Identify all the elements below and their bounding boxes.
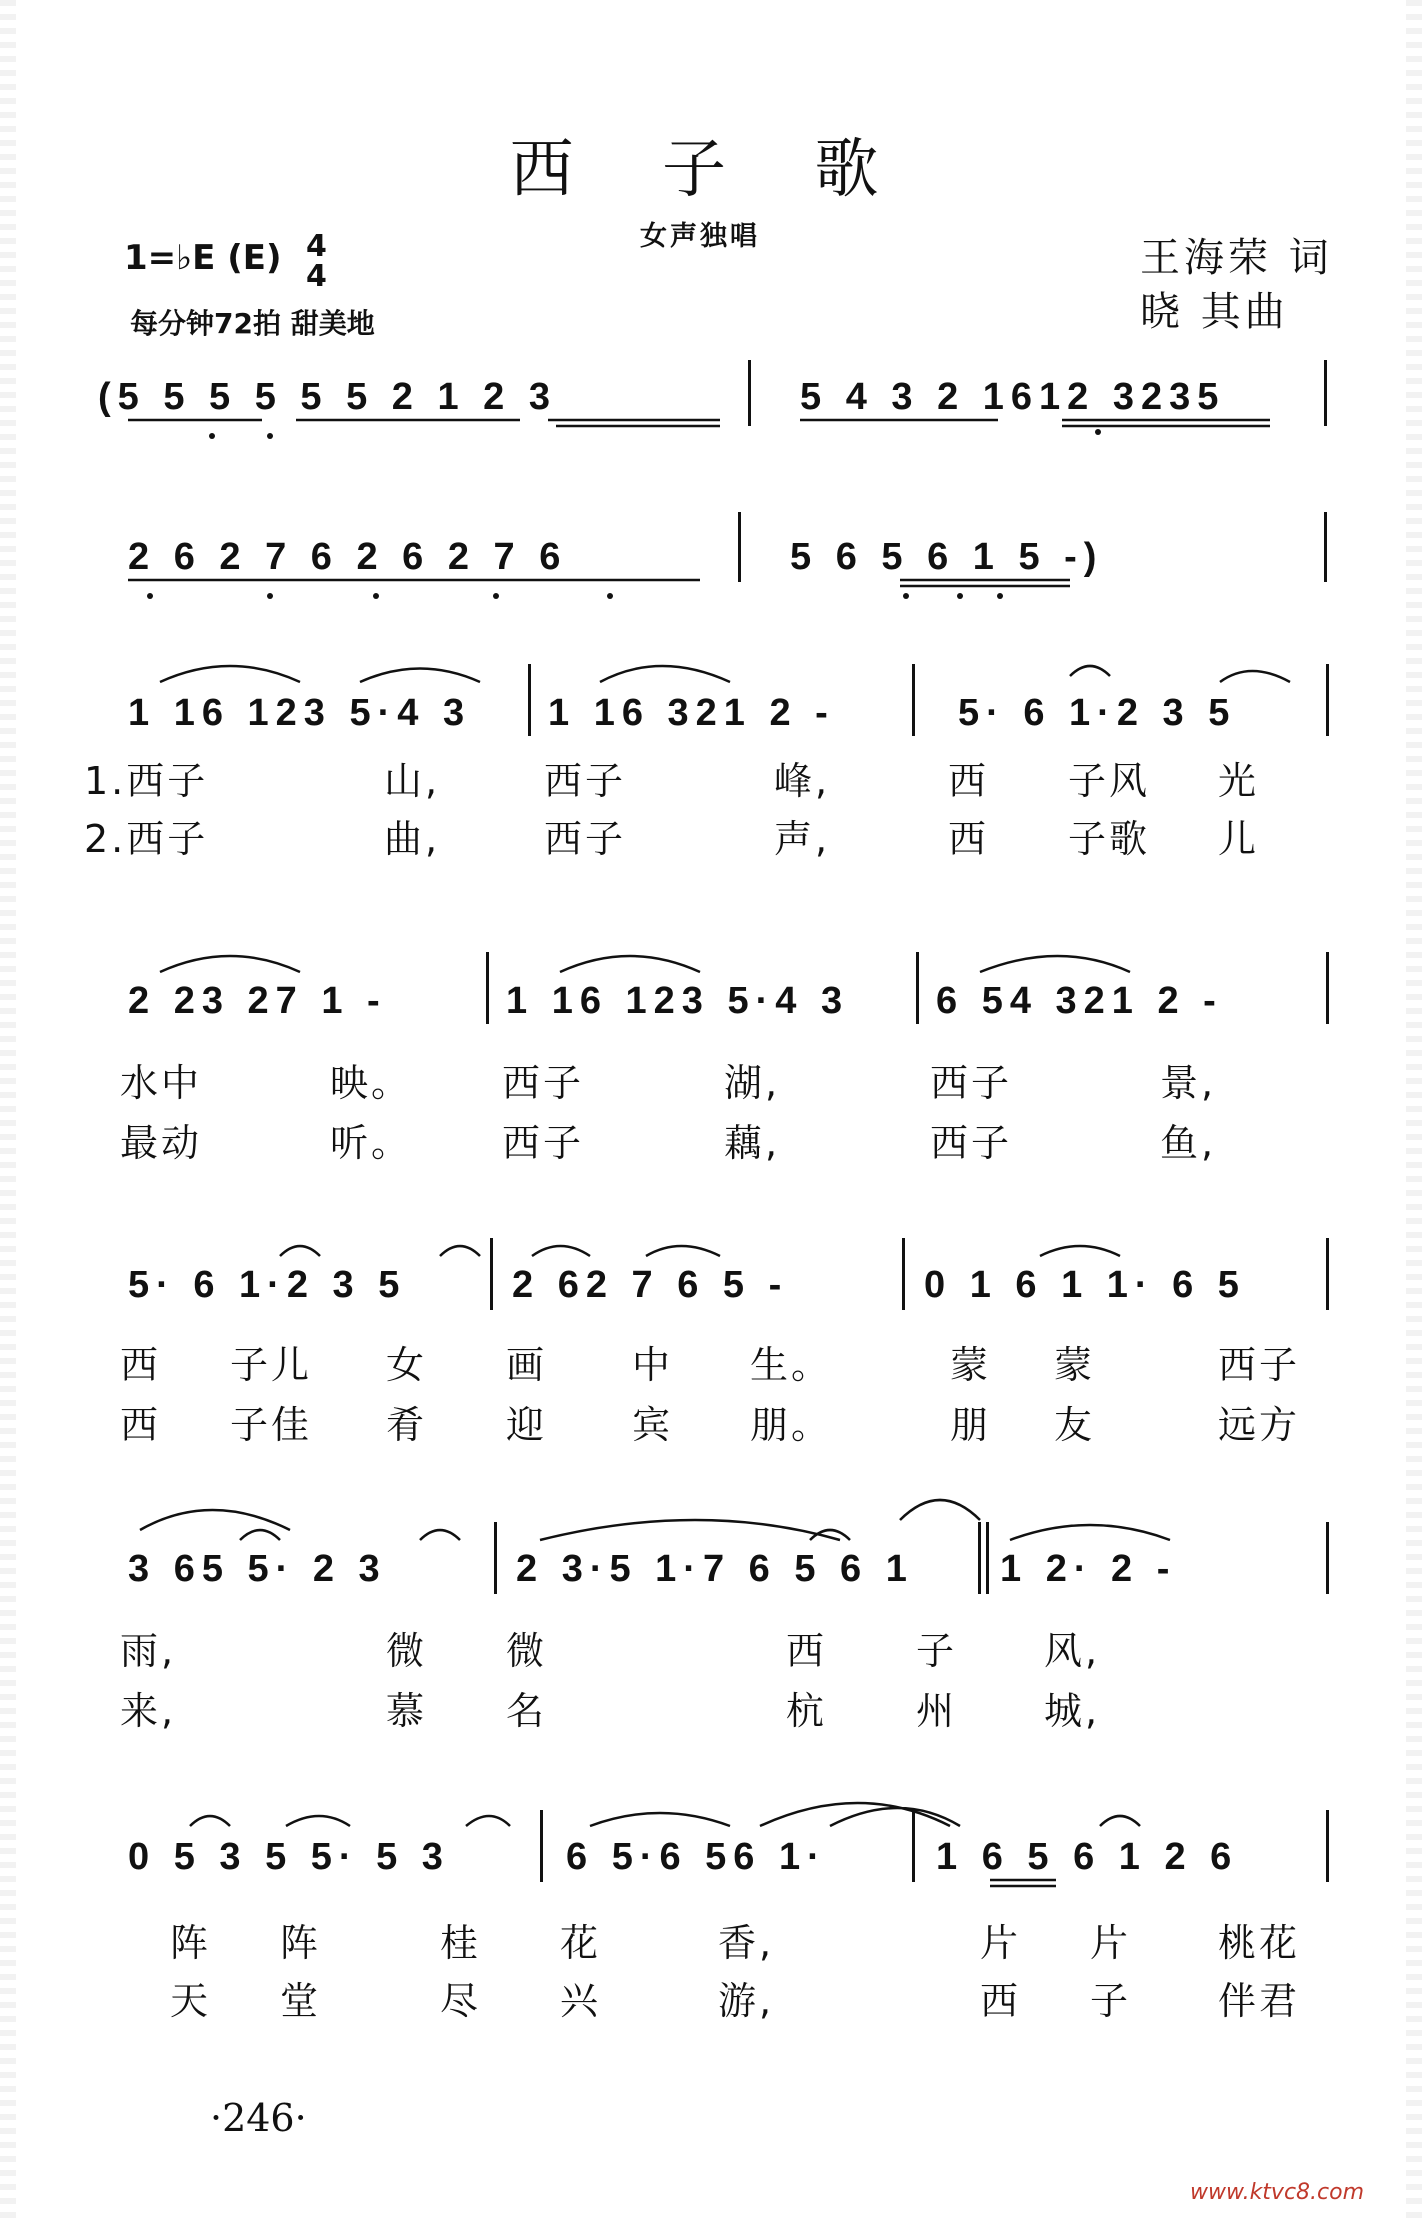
lyric-word: 生。	[750, 1343, 833, 1387]
lyric-word: 声,	[774, 817, 831, 861]
measure-notes: 5 6 5 6 1 5 -)	[790, 536, 1104, 578]
measure-notes: 0 5 3 5 5· 5 3	[128, 1836, 450, 1878]
lyric-word: 风,	[1044, 1629, 1101, 1673]
lyric-word: 雨,	[120, 1629, 177, 1673]
lyric-word: 片	[1090, 1921, 1132, 1965]
song-title: 西 子 歌	[509, 133, 913, 207]
measure-notes: (5 5 5 5 5 5 2 1 2 3	[98, 376, 558, 418]
lyric-word: 子	[916, 1629, 958, 1673]
lyric-word: 最动	[120, 1121, 203, 1165]
tempo-marking: 每分钟72拍 甜美地	[130, 307, 375, 340]
lyric-word: 西子	[502, 1121, 585, 1165]
lyric-word: 子儿	[230, 1343, 313, 1387]
lyric-word: 峰,	[774, 759, 831, 803]
lyric-word: 西	[948, 759, 990, 803]
measure-notes: 2 23 27 1 -	[128, 980, 387, 1022]
lyric-word: 朋	[950, 1403, 992, 1447]
lyric-word: 蒙	[1054, 1343, 1096, 1387]
lyric-word: 名	[506, 1689, 548, 1733]
lyric-word: 画	[506, 1343, 548, 1387]
lyric-word: 西子	[544, 759, 627, 803]
lyric-word: 花	[560, 1921, 602, 1965]
measure-notes: 1 16 321 2 -	[548, 692, 835, 734]
measure-notes: 1 6 5 6 1 2 6	[936, 1836, 1239, 1878]
key-signature: 1=♭E (E)	[124, 238, 282, 278]
lyric-word: 伴君	[1218, 1979, 1301, 2023]
lyric-word: 映。	[330, 1061, 413, 1105]
lyric-word: 西	[120, 1403, 162, 1447]
lyric-word: 片	[980, 1921, 1022, 1965]
measure-notes: 1 16 123 5·4 3	[506, 980, 850, 1022]
lyric-word: 州	[916, 1689, 958, 1733]
lyric-word: 蒙	[950, 1343, 992, 1387]
performance-note: 女声独唱	[640, 221, 760, 252]
lyric-word: 听。	[330, 1121, 413, 1165]
lyric-word: 子歌	[1068, 817, 1151, 861]
time-signature-bottom: 4	[306, 259, 327, 294]
measure-notes: 1 16 123 5·4 3	[128, 692, 472, 734]
lyric-word: 杭	[786, 1689, 828, 1733]
lyric-word: 曲,	[384, 817, 441, 861]
measure-notes: 2 6 2 7 6 2 6 2 7 6	[128, 536, 568, 578]
lyric-word: 桃花	[1218, 1921, 1301, 1965]
lyric-word: 光	[1218, 759, 1260, 803]
lyric-word: 游,	[718, 1979, 775, 2023]
lyric-word: 西	[948, 817, 990, 861]
lyric-word: 西	[120, 1343, 162, 1387]
measure-notes: 2 3·5 1·7 6 5 6 1	[516, 1548, 914, 1590]
lyric-word: 儿	[1218, 817, 1260, 861]
time-signature-top: 4	[306, 229, 327, 264]
lyric-word: 西	[786, 1629, 828, 1673]
lyric-word: 西子	[502, 1061, 585, 1105]
lyric-word: 西子	[544, 817, 627, 861]
lyric-word: 子	[1090, 1979, 1132, 2023]
lyric-word: 西子	[930, 1061, 1013, 1105]
measure-notes: 5· 6 1·2 3 5	[128, 1264, 407, 1306]
lyric-word: 兴	[560, 1979, 602, 2023]
lyric-word: 阵	[170, 1921, 212, 1965]
lyric-word: 来,	[120, 1689, 177, 1733]
lyric-word: 鱼,	[1160, 1121, 1217, 1165]
lyric-word: 1.西子	[84, 759, 209, 803]
lyric-word: 天	[170, 1979, 212, 2023]
measure-notes: 2 62 7 6 5 -	[512, 1264, 789, 1306]
measure-notes: 5· 6 1·2 3 5	[958, 692, 1237, 734]
measure-notes: 1 2· 2 -	[1000, 1548, 1177, 1590]
lyric-word: 堂	[280, 1979, 322, 2023]
lyric-word: 宾	[632, 1403, 674, 1447]
measure-notes: 3 65 5· 2 3	[128, 1548, 387, 1590]
lyric-word: 女	[386, 1343, 428, 1387]
measure-notes: 6 54 321 2 -	[936, 980, 1223, 1022]
lyric-word: 肴	[386, 1403, 428, 1447]
lyric-word: 城,	[1044, 1689, 1101, 1733]
lyric-word: 西子	[930, 1121, 1013, 1165]
lyric-word: 西	[980, 1979, 1022, 2023]
lyric-word: 朋。	[750, 1403, 833, 1447]
lyric-word: 湖,	[724, 1061, 781, 1105]
lyric-word: 慕	[386, 1689, 428, 1733]
lyric-word: 桂	[440, 1921, 482, 1965]
lyric-word: 子风	[1068, 759, 1151, 803]
lyric-word: 香,	[718, 1921, 775, 1965]
measure-notes: 6 5·6 56 1·	[566, 1836, 827, 1878]
measure-notes: 0 1 6 1 1· 6 5	[924, 1264, 1246, 1306]
lyric-word: 景,	[1160, 1061, 1217, 1105]
lyric-word: 阵	[280, 1921, 322, 1965]
lyricist-credit: 王海荣 词	[1140, 235, 1333, 281]
lyric-word: 微	[506, 1629, 548, 1673]
lyric-word: 山,	[384, 759, 441, 803]
lyric-word: 友	[1054, 1403, 1096, 1447]
measure-notes: 5 4 3 2 1612 3235	[800, 376, 1226, 418]
lyric-word: 藕,	[724, 1121, 781, 1165]
lyric-word: 中	[632, 1343, 674, 1387]
composer-credit: 晓 其曲	[1140, 289, 1289, 335]
lyric-word: 微	[386, 1629, 428, 1673]
lyric-word: 尽	[440, 1979, 482, 2023]
page-number: ·246·	[210, 2096, 307, 2140]
watermark: www.ktvc8.com	[1190, 2180, 1365, 2205]
lyric-word: 远方	[1218, 1403, 1301, 1447]
lyric-word: 迎	[506, 1403, 548, 1447]
lyric-word: 2.西子	[84, 817, 209, 861]
lyric-word: 水中	[120, 1061, 203, 1105]
lyric-word: 西子	[1218, 1343, 1301, 1387]
lyric-word: 子佳	[230, 1403, 313, 1447]
